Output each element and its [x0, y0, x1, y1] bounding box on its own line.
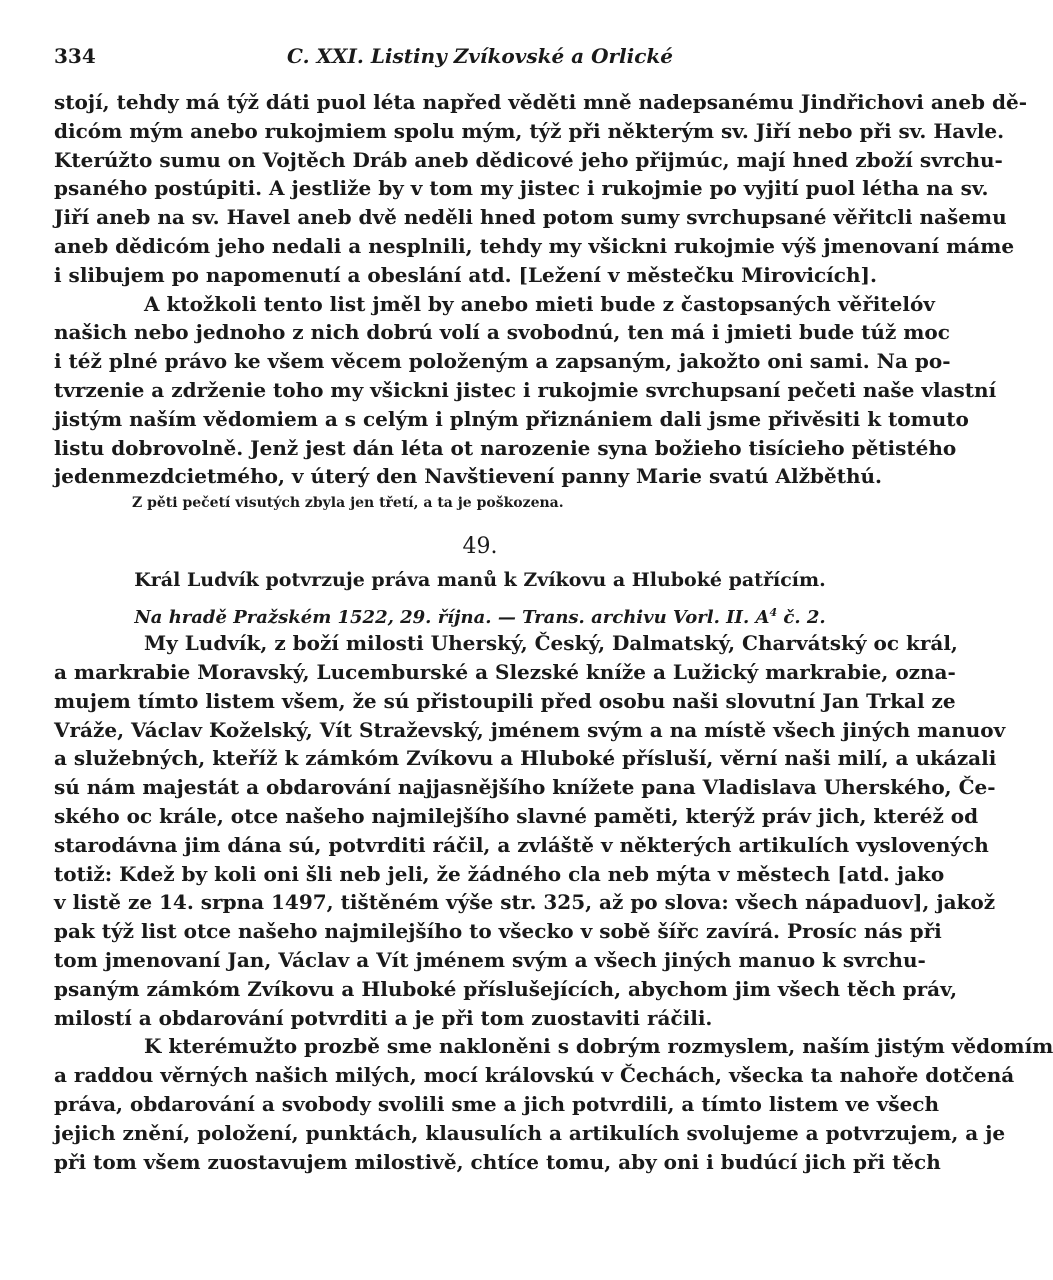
text-line: Jiří aneb na sv. Havel aneb dvě neděli hned potom sumy svrchupsané věřitcli našemu	[54, 205, 1007, 230]
text-line: psaného postúpiti. A jestliže by v tom my jistec i rukojmie po vyjití puol létha na sv.	[54, 176, 989, 201]
document-source	[54, 597, 906, 629]
text-line: a služebných, kteříž k zámkóm Zvíkovu a Hluboké přísluší, věrní naši milí, a ukázali	[54, 746, 997, 771]
text-line: ského oc krále, otce našeho najmilejšího slavné paměti, kterýž práv jich, kteréž od	[54, 803, 979, 828]
text-line: aneb dědicóm jeho nedali a nesplnili, tehdy my všickni rukojmie výš jmenovaní máme	[54, 233, 1015, 258]
text-line: i slibujem po napomenutí a obeslání atd. [Ležení v městečku Mirovicích].	[54, 262, 877, 287]
text-line: jistým naším vědomiem a s celým i plným přiznániem dali jsme přivěsiti k tomuto	[54, 406, 969, 431]
text-line: Kterúžto sumu on Vojtěch Dráb aneb dědicové jeho přijmúc, mají hned zboží svrchu-	[54, 147, 1003, 172]
document-summary: Král Ludvík potvrzuje práva manů k Zvíkovu a Hluboké patřícím.	[134, 569, 826, 592]
source-tail: č. 2.	[777, 607, 826, 629]
source-main: Na hradě Pražském 1522, 29. října. — Trans. archivu Vorl. II. A	[134, 607, 770, 629]
text-line: pak týž list otce našeho najmilejšího to všecko v sobě šířc zavírá. Prosíc nás při	[54, 919, 942, 944]
text-line: A ktožkoli tento list jměl by anebo mieti bude z častopsaných věřitelóv	[144, 291, 935, 316]
text-line: jejich znění, položení, punktách, klausulích a artikulích svolujeme a potvrzujem, a je	[54, 1120, 1006, 1145]
page-header	[54, 44, 906, 70]
text-line: sú nám majestát a obdarování najjasnějšího knížete pana Vladislava Uherského, Če-	[54, 775, 996, 800]
text-line: totiž: Kdež by koli oni šli neb jeli, že žádného cla neb mýta v městech [atd. jako	[54, 861, 945, 886]
text-line: dicóm mým anebo rukojmiem spolu mým, týž při některým sv. Jiří nebo při sv. Havle.	[54, 118, 1005, 143]
text-line: mujem tímto listem všem, že sú přistoupili před osobu naši slovutní Jan Trkal ze	[54, 688, 956, 713]
text-line: Vráže, Václav Koželský, Vít Straževský, jménem svým a na místě všech jiných manuov	[54, 717, 1006, 742]
text-line: jedenmezdcietmého, v úterý den Navštievení panny Marie svatú Alžběthú.	[54, 464, 882, 489]
document-number: 49.	[462, 534, 498, 560]
text-line: a raddou věrných našich milých, mocí královskú v Čechách, všecka ta nahoře dotčená	[54, 1063, 1015, 1088]
text-line: i též plné právo ke všem věcem položeným a zapsaným, jakožto oni sami. Na po-	[54, 349, 951, 374]
text-line: stojí, tehdy má týž dáti puol léta napřed věděti mně nadepsanému Jindřichovi aneb dě-	[54, 90, 1028, 114]
text-line: v listě ze 14. srpna 1497, tištěném výše str. 325, až po slova: všech nápaduov], jakož	[54, 890, 996, 915]
text-line: práva, obdarování a svobody svolili sme a jich potvrdili, a tímto listem ve všech	[54, 1091, 940, 1116]
page-content	[54, 88, 1053, 1176]
running-title: C. XXI. Listiny Zvíkovské a Orlické	[287, 44, 673, 68]
text-line: tvrzenie a zdrženie toho my všickni jistec i rukojmie svrchupsaní pečeti naše vlastní	[54, 377, 997, 402]
text-line: listu dobrovolně. Jenž jest dán léta ot narozenie syna božieho tisícieho pětistého	[54, 435, 957, 460]
text-line: tom jmenovaní Jan, Václav a Vít jménem svým a všech jiných manuo k svrchu-	[54, 947, 926, 972]
text-line: psaným zámkóm Zvíkovu a Hluboké příslušejících, abychom jim všech těch práv,	[54, 976, 958, 1001]
page-number: 334	[54, 44, 96, 68]
previous-document-text	[54, 88, 1028, 515]
text-line: a markrabie Moravský, Lucemburské a Slezské kníže a Lužický markrabie, ozna-	[54, 659, 956, 684]
text-line: našich nebo jednoho z nich dobrú volí a svobodnú, ten má i jmieti bude túž moc	[54, 320, 950, 345]
source-superscript: 4	[769, 606, 778, 620]
document-text	[54, 629, 1053, 1176]
text-line: K kterémužto prozbě sme nakloněni s dobrým rozmyslem, naším jistým vědomím	[144, 1034, 1053, 1059]
text-line: My Ludvík, z boží milosti Uherský, Český, Dalmatský, Charvátský oc král,	[144, 631, 958, 656]
text-line: starodávna jim dána sú, potvrditi ráčil, a zvláště v některých artikulích vyslovených	[54, 832, 989, 857]
seal-note: Z pěti pečetí visutých zbyla jen třetí, a ta je poškozena.	[132, 495, 564, 512]
text-line: milostí a obdarování potvrditi a je při tom zuostaviti ráčili.	[54, 1005, 713, 1030]
text-line: při tom všem zuostavujem milostivě, chtíce tomu, aby oni i budúcí jich při těch	[54, 1149, 941, 1174]
